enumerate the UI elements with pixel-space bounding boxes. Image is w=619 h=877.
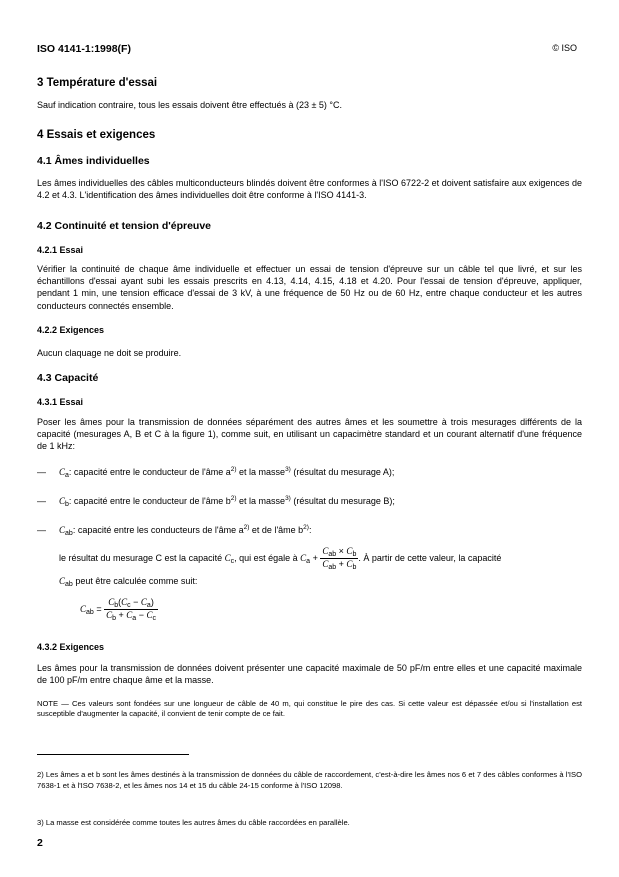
footnote-2: 2) Les âmes a et b sont les âmes destinés à la transmission de données du câble de raccordement, c'est-à-dire les âmes nos 6 et 7 des câbles conformes à l'ISO 7638-1 et à l'ISO 7638-2, et les âmes nos 14 et 15 du câble 24-15 conforme à l'ISO 12098. — [37, 770, 582, 790]
formula-fraction-inline: $\frac{C_{ab} \times C_b}{C_{ab} + C_b}$ — [322, 546, 357, 571]
page-number: 2 — [37, 837, 43, 849]
list-item-cab: — $C_{ab}$: capacité entre les conducteurs de l'âme $a^{2)}$ et de l'âme $b^{2)}$: — [37, 524, 312, 537]
section-4-2-1-text: Vérifier la continuité de chaque âme individuelle et effectuer un essai de tension d'épreuve sur un câble tel que livré, et sur les échantillons d'essai ayant subi les essais prescrits en 4.13, 4.14, 4.15, 4.18 et 4.20. Pour l'essai de tension d'épreuve, appliquer, pendant 1 min, une tension efficace d'essai de 3 kV, à une fréquence de 50 Hz ou de 60 Hz, entre chaque conducteur et les autres conducteurs connectés ensemble. — [37, 264, 582, 311]
section-4-2-1-title: 4.2.1 Essai — [37, 245, 84, 255]
formula-cab: $C_{ab}$ = $\frac{C_b(C_c - C_a)}{C_b + C_a - C_c}$ — [80, 597, 156, 622]
calc-line-1: le résultat du mesurage C est la capacité $C_c$, qui est égale à $C_a$ + $\frac{C_{ab} \times C_b}{C_{ab} + C_b}$ . À partir de cette valeur, la capacité — [59, 546, 502, 571]
section-4-3-1-text: Poser les âmes pour la transmission de données séparément des autres âmes et les soumettre à trois mesurages différents de la capacité (mesurages A, B et C à la figure 1), comme suit, en utilisant un capacimètre standard et un courant alternatif d'une fréquence de 1 kHz: — [37, 417, 582, 452]
section-4-3-title: 4.3 Capacité — [37, 372, 99, 384]
section-3-title: 3 Température d'essai — [37, 77, 158, 89]
section-4-3-2-title: 4.3.2 Exigences — [37, 642, 105, 652]
section-4-3-1-title: 4.3.1 Essai — [37, 397, 84, 407]
document-id: ISO 4141-1:1998(F) — [37, 43, 131, 55]
list-item-ca: — $C_a$: capacité entre le conducteur de l'âme $a^{2)}$ et la masse$^{3)}$ (résultat du mesurage A); — [37, 466, 395, 479]
section-3-text: Sauf indication contraire, tous les essais doivent être effectués à (23 ± 5) °C. — [37, 100, 343, 110]
section-4-1-title: 4.1 Âmes individuelles — [37, 155, 150, 167]
section-4-title: 4 Essais et exigences — [37, 129, 156, 141]
section-4-3-2-text: Les âmes pour la transmission de données doivent présenter une capacité maximale de 50 pF/m entre elles et une capacité maximale de 100 pF/m entre chaque âme et la masse. — [37, 663, 582, 686]
calc-line-2: $C_{ab}$ peut être calculée comme suit: — [59, 576, 198, 588]
section-4-1-text: Les âmes individuelles des câbles multiconducteurs blindés doivent être conformes à l'ISO 6722-2 et doivent satisfaire aux exigences de 4.2 et 4.3. L'identification des âmes individuelles doit être conforme à l'ISO 4141-3. — [37, 178, 582, 201]
list-item-cb: — $C_b$: capacité entre le conducteur de l'âme $b^{2)}$ et la masse$^{3)}$ (résultat du mesurage B); — [37, 495, 395, 508]
note: NOTE — Ces valeurs sont fondées sur une longueur de câble de 40 m, qui constitue le pire des cas. Si cette valeur est dépassée et/ou si l'installation est susceptible d'augmenter la capacité, il convient de tenir compte de ce fait. — [37, 699, 582, 718]
section-4-2-2-title: 4.2.2 Exigences — [37, 325, 105, 335]
section-4-2-title: 4.2 Continuité et tension d'épreuve — [37, 220, 212, 232]
footnote-3: 3) La masse est considérée comme toutes les autres âmes du câble raccordées en parallèle. — [37, 818, 350, 827]
footnote-divider — [37, 754, 189, 755]
copyright: © ISO — [552, 43, 577, 53]
section-4-2-2-text: Aucun claquage ne doit se produire. — [37, 348, 182, 358]
